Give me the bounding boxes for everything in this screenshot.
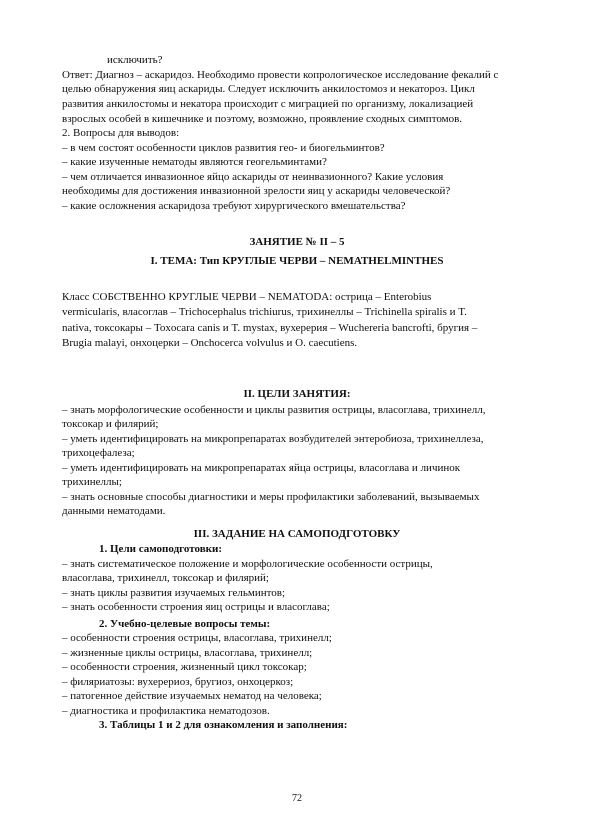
answer-line-4: взрослых особей в кишечнике и поэтому, возможно, проявление сходных симптомов. <box>62 113 463 125</box>
class-text-line-3: nativa, токсокары – Toxocara canis и T. mystax, вухерерия – Wuchereria bancrofti, бругия – <box>62 322 478 334</box>
class-text-line-4: Brugia malayi, онхоцерки – Onchocerca volvulus и O. caecutiens. <box>62 337 358 349</box>
lesson-title: ЗАНЯТИЕ № II – 5 <box>249 236 345 248</box>
self-goal-item: – знать циклы развития изучаемых гельминтов; <box>62 587 286 599</box>
class-text-line-1: Класс СОБСТВЕННО КРУГЛЫЕ ЧЕРВИ – NEMATODA: острица – Enterobius <box>62 291 432 303</box>
conclusion-questions-heading: 2. Вопросы для выводов: <box>62 127 180 139</box>
topic-question-item: – жизненные циклы острицы, власоглава, трихинелл; <box>62 647 313 659</box>
conclusion-question: – какие осложнения аскаридоза требуют хирургического вмешательства? <box>62 200 406 212</box>
goal-item: – знать морфологические особенности и циклы развития острицы, власоглава, трихинелл, <box>62 404 486 416</box>
topic-question-item: – особенности строения, жизненный цикл токсокар; <box>62 661 307 673</box>
conclusion-question: – чем отличается инвазионное яйцо аскариды от неинвазионного? Какие условия <box>62 171 444 183</box>
topic-title: I. ТЕМА: Тип КРУГЛЫЕ ЧЕРВИ – NEMATHELMINTHES <box>150 255 444 267</box>
goal-item-continued: трихинеллы; <box>62 476 122 488</box>
goal-item: – уметь идентифицировать на микропрепаратах возбудителей энтеробиоза, трихинеллеза, <box>62 433 484 445</box>
conclusion-question: – какие изученные нематоды являются геогельминтами? <box>62 156 327 168</box>
class-text-line-2: vermicularis, власоглав – Trichocephalus trichiurus, трихинеллы – Trichinella spiralis и T. <box>62 306 467 318</box>
page-number: 72 <box>292 793 302 804</box>
goal-item-continued: токсокар и филярий; <box>62 418 159 430</box>
topic-question-item: – патогенное действие изучаемых нематод на человека; <box>62 690 322 702</box>
topic-questions-heading: 2. Учебно-целевые вопросы темы: <box>99 618 271 630</box>
goal-item-continued: данными нематодами. <box>62 505 166 517</box>
goals-title: II. ЦЕЛИ ЗАНЯТИЯ: <box>243 388 351 400</box>
goal-item: – знать основные способы диагностики и меры профилактики заболеваний, вызываемых <box>62 491 480 503</box>
answer-line-2: целью обнаружения яиц аскариды. Следует исключить анкилостомоз и некатороз. Цикл <box>62 83 475 95</box>
self-goal-item: – знать систематическое положение и морфологические особенности острицы, <box>62 558 433 570</box>
self-goals-heading: 1. Цели самоподготовки: <box>99 543 222 555</box>
answer-line-3: развития анкилостомы и некатора происходит с миграцией по организму, локализацией <box>62 98 474 110</box>
topic-question-item: – филяриатозы: вухерериоз, бругиоз, онхоцеркоз; <box>62 676 294 688</box>
tables-heading: 3. Таблицы 1 и 2 для ознакомления и заполнения: <box>99 719 348 731</box>
topic-question-item: – диагностика и профилактика нематодозов. <box>62 705 270 717</box>
goal-item-continued: трихоцефалеза; <box>62 447 135 459</box>
conclusion-question-continued: необходимы для достижения инвазионной зрелости яиц у аскариды человеческой? <box>62 185 451 197</box>
self-preparation-title: III. ЗАДАНИЕ НА САМОПОДГОТОВКУ <box>193 528 401 540</box>
self-goal-item-continued: власоглава, трихинелл, токсокар и филярий; <box>62 572 269 584</box>
top-line-1: исключить? <box>107 54 163 66</box>
goal-item: – уметь идентифицировать на микропрепаратах яйца острицы, власоглава и личинок <box>62 462 461 474</box>
topic-question-item: – особенности строения острицы, власоглава, трихинелл; <box>62 632 332 644</box>
self-goal-item: – знать особенности строения яиц острицы и власоглава; <box>62 601 330 613</box>
answer-line-1: Ответ: Диагноз – аскаридоз. Необходимо провести копрологическое исследование фекалий с <box>62 69 499 81</box>
conclusion-question: – в чем состоят особенности циклов развития гео- и биогельминтов? <box>62 142 385 154</box>
